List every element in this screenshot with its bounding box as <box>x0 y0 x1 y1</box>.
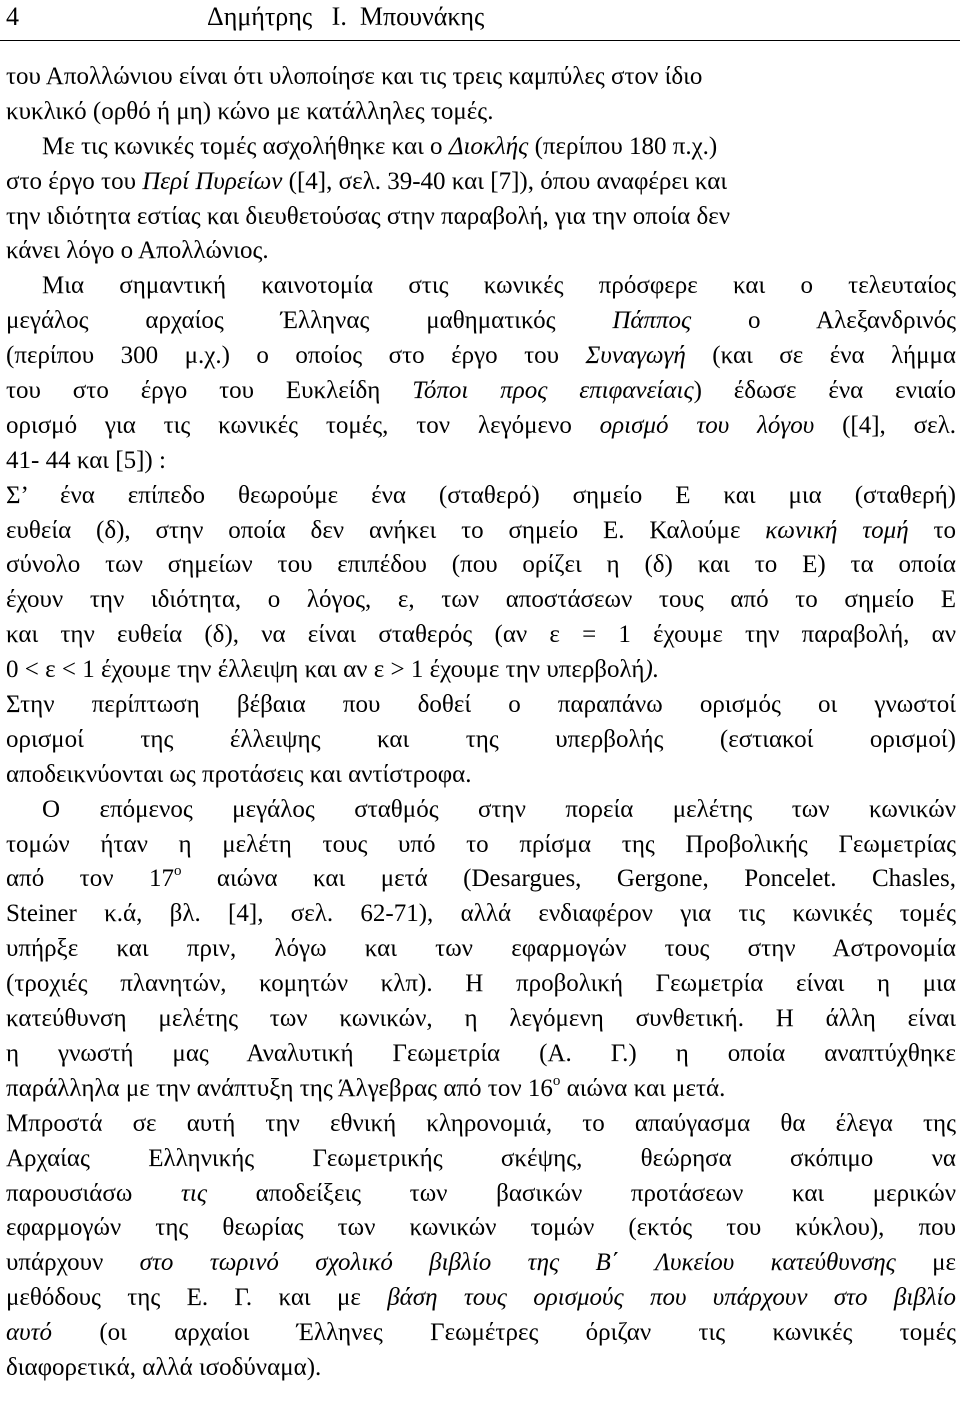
text-line: υπήρξε και πριν, λόγω και των εφαρμογών τους στην Αστρονομία <box>6 935 956 963</box>
text-line: του στο έργο του Ευκλείδη Τόποι προς επιφανείαις) έδωσε ένα ενιαίο <box>6 377 957 405</box>
text-line: και την ευθεία (δ), να είναι σταθερός (αν ε = 1 έχουμε την παραβολή, αν <box>6 621 956 649</box>
text-line: υπάρχουν στο τωρινό σχολικό βιβλίο της Β΄ Λυκείου κατεύθυνσης με <box>6 1249 956 1277</box>
text-line: εφαρμογών της θεωρίας των κωνικών τομών (εκτός του κύκλου), που <box>6 1214 956 1242</box>
page-number: 4 <box>6 2 19 31</box>
text-line: 0 < ε < 1 έχουμε την έλλειψη και αν ε > 1 έχουμε την υπερβολή). <box>6 656 660 684</box>
text-line: την ιδιότητα εστίας και διευθετούσας στην παραβολή, για την οποία δεν <box>6 202 731 230</box>
text-line: από τον $17^o$ αιώνα και μετά (Desargues, Gergone, Poncelet. Chasles, <box>6 863 956 893</box>
text-line: μεγάλος αρχαίος Έλληνας μαθηματικός Πάππος ο Αλεξανδρινός <box>6 307 956 335</box>
text-line: η γνωστή μας Αναλυτική Γεωμετρία (Α. Γ.) η οποία αναπτύχθηκε <box>6 1039 956 1067</box>
text-line: διαφορετικά, αλλά ισοδύναμα). <box>6 1353 322 1381</box>
text-line: αυτό (οι αρχαίοι Έλληνες Γεωμέτρες όριζαν τις κωνικές τομές <box>6 1319 956 1347</box>
text-line: ορισμό για τις κωνικές τομές, τον λεγόμενο ορισμό του λόγου ([4], σελ. <box>6 411 956 439</box>
text-line: 41- 44 και [5]) : <box>6 446 166 474</box>
text-line: παράλληλα με την ανάπτυξη της Άλγεβρας από τον $16^o$ αιώνα και μετά. <box>6 1072 726 1102</box>
text-line: μεθόδους της Ε. Γ. και με βάση τους ορισμούς που υπάρχουν στο βιβλίο <box>6 1284 956 1312</box>
text-line: του Απολλώνιου είναι ότι υλοποίησε και τις τρεις καμπύλες στον ίδιο <box>6 63 703 90</box>
text-line: Με τις κωνικές τομές ασχολήθηκε και ο Διοκλής (περίπου 180 π.χ.) <box>42 132 718 160</box>
text-line: Ο επόμενος μεγάλος σταθμός στην πορεία μελέτης των κωνικών <box>42 795 956 823</box>
text-line: κυκλικό (ορθό ή μη) κώνο με κατάλληλες τομές. <box>6 97 494 125</box>
text-line: αποδεικνύονται ως προτάσεις και αντίστροφα. <box>6 760 472 788</box>
text-line: κατεύθυνση μελέτης των κωνικών, η λεγόμενη συνθετική. Η άλλη είναι <box>6 1005 956 1033</box>
text-line: Μπροστά σε αυτή την εθνική κληρονομιά, το απαύγασμα θα έλεγα της <box>6 1109 956 1137</box>
text-line: έχουν την ιδιότητα, ο λόγος, ε, των αποστάσεων τους από το σημείο Ε <box>6 586 956 614</box>
running-header <box>0 0 960 41</box>
text-line: (περίπου 300 μ.χ.) ο οποίος στο έργο του Συναγωγή (και σε ένα λήμμα <box>6 342 956 370</box>
text-line: σύνολο των σημείων του επιπέδου (που ορίζει η (δ) και το Ε) τα οποία <box>6 551 956 579</box>
text-line: ορισμοί της έλλειψης και της υπερβολής (εστιακοί ορισμοί) <box>6 725 956 753</box>
text-line: Σ’ ένα επίπεδο θεωρούμε ένα (σταθερό) σημείο Ε και μια (σταθερή) <box>6 481 956 509</box>
text-line: παρουσιάσω τις αποδείξεις των βασικών προτάσεων και μερικών <box>6 1179 956 1207</box>
text-line: Αρχαίας Ελληνικής Γεωμετρικής σκέψης, θεώρησα σκόπιμο να <box>6 1144 956 1172</box>
text-line: Μια σημαντική καινοτομία στις κωνικές πρόσφερε και ο τελευταίος <box>42 272 956 300</box>
text-line: τομών ήταν η μελέτη τους υπό το πρίσμα της Προβολικής Γεωμετρίας <box>6 830 956 858</box>
text-line: Στην περίπτωση βέβαια που δοθεί ο παραπάνω ορισμός οι γνωστοί <box>6 691 956 719</box>
body-text <box>6 60 956 1386</box>
text-line: στο έργο του Περί Πυρείων ([4], σελ. 39-40 και [7]), όπου αναφέρει και <box>6 167 728 195</box>
text-line: ευθεία (δ), στην οποία δεν ανήκει το σημείο Ε. Καλούμε κωνική τομή το <box>6 516 957 544</box>
text-line: κάνει λόγο ο Απολλώνιος. <box>6 237 269 265</box>
running-title: Δημήτρης Ι. Μπουνάκης <box>207 2 485 31</box>
text-line: Steiner κ.ά, βλ. [4], σελ. 62-71), αλλά ενδιαφέρον για τις κωνικές τομές <box>6 900 956 928</box>
text-line: (τροχιές πλανητών, κομητών κλπ). Η προβολική Γεωμετρία είναι η μια <box>6 970 956 998</box>
